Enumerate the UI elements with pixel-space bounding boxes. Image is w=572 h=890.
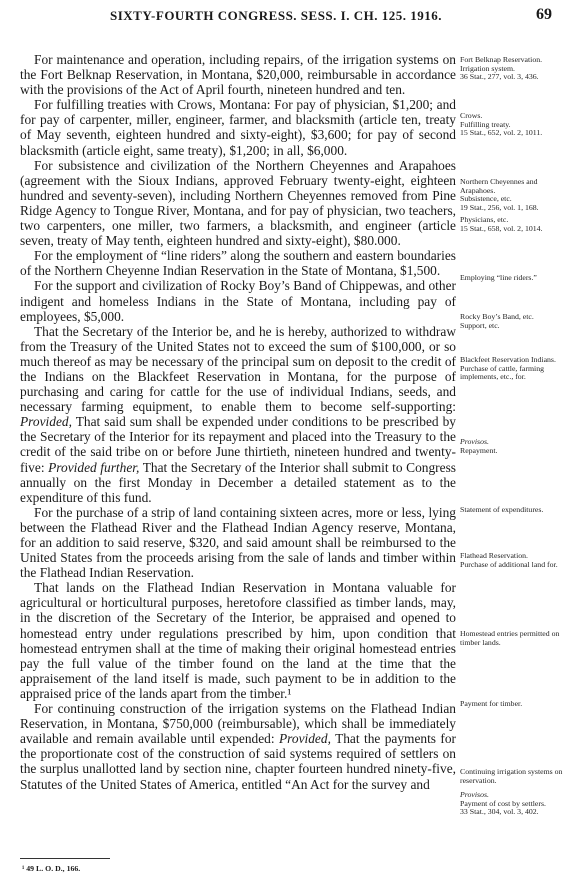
margin-note-text: Physicians, etc. [460, 215, 509, 225]
margin-note-text: 15 Stat., 652, vol. 2, 1011. [460, 128, 543, 138]
margin-note-text: Northern Cheyennes and Arapahoes. [460, 177, 538, 195]
page-number: 69 [536, 6, 552, 23]
blackfeet-text-a: That the Secretary of the Interior be, and he is hereby, authorized to withdraw from the Treasury of the United States not to exceed the sum of $100,000, or so much thereof as may be necessary of the principal sum on deposit to the credit of the Indians on the Blackfeet Reservation in Montana, for the purpose of purchasing and caring for cattle for the use of individual Indians, seeds, and necessary farming equipment, to enable them to become self-supporting: [20, 323, 456, 415]
margin-note-text: Blackfeet Reservation Indians. [460, 355, 556, 364]
margin-note-text: 36 Stat., 277, vol. 3, 436. [460, 72, 539, 82]
margin-note-homestead [460, 630, 566, 647]
page-header [0, 6, 572, 28]
margin-note-text: Employing “line riders.” [460, 273, 537, 282]
paragraph-flathead-irrigation [20, 701, 456, 792]
blackfeet-text-b: That said sum shall be expended under conditions to be prescribed by the Secretary of the Interior for its repayment and placed into the Treasury to the credit of the said tribe on or before June thirtieth, nineteen hundred and twenty-five: [20, 414, 457, 475]
margin-note-text: Crows. [460, 111, 483, 120]
margin-note-cheyennes [460, 178, 566, 234]
paragraph-fort-belknap: For maintenance and operation, including repairs, of the irrigation systems on the Fort Belknap Reservation, in Montana, $20,000, reimbursable in accordance with the provisions of the Act of April fourth, nineteen hundred and ten. [20, 52, 456, 98]
blackfeet-text-c: That the Secretary of the Interior shall submit to Congress annually on the first Monday in December a detailed statement as to the expenditure of this fund. [20, 459, 456, 505]
margin-note-text: 15 Stat., 658, vol. 2, 1014. [460, 223, 543, 233]
margin-note-text: Payment for timber. [460, 699, 523, 708]
margin-note-blackfeet [460, 356, 566, 382]
margin-note-text: Continuing irrigation systems on reservation. [460, 767, 563, 785]
margin-note-text: Subsistence, etc. [460, 194, 512, 204]
paragraph-northern-cheyennes: For subsistence and civilization of the Northern Cheyennes and Arapahoes (agreement with the Sioux Indians, approved February twenty-eight, eighteen hundred and seventy-seven), including Northern Cheyennes removed from Pine Ridge Agency to Tongue River, Montana, and for pay of physician, two teachers, two carpenters, one miller, two farmers, a blacksmith, and engineer (article seven, treaty of May tenth, eighteen hundred and sixty-eight), $80.000. [20, 157, 456, 249]
proviso-label-2: Provided, [278, 731, 331, 747]
main-text [20, 52, 456, 792]
margin-note-fort-belknap [460, 56, 566, 82]
margin-note-text: Irrigation system. [460, 63, 516, 73]
margin-note-text: Provisos. [460, 437, 489, 446]
footnote-rule [20, 858, 110, 859]
paragraph-crows: For fulfilling treaties with Crows, Montana: For pay of physician, $1,200; and for pay of carpenter, miller, engineer, farmer, and blacksmith (article ten, treaty of May seventh, eighteen hundred and sixty-eight), $3,600; for pay of second blacksmith (article eight, same treaty), $1,200; in all, $6,000. [20, 97, 456, 158]
margin-note-text: Provisos. [460, 790, 489, 800]
margin-note-text: Repayment. [460, 445, 498, 455]
paragraph-flathead-purchase: For the purchase of a strip of land containing sixteen acres, more or less, lying between the Flathead River and the Flathead Indian Agency reserve, Montana, for an addition to said reserve, $320, and said amount shall be reimbursed to the United States from the proceeds arising from the sale of lands and timber within the Flathead Indian Reservation. [20, 504, 456, 581]
irrigation-text-a: For continuing construction of the irrigation systems on the Flathead Indian Reservation, in Montana, $750,000 (reimbursable), which shall be immediately available and remain available until expended: [20, 701, 456, 747]
margin-note-text: Homestead entries permitted on timber lands. [460, 629, 560, 647]
margin-note-text: Fort Belknap Reservation. [460, 55, 543, 64]
margin-note-text: Payment of cost by settlers. [460, 798, 546, 808]
margin-note-line-riders [460, 274, 566, 283]
margin-note-statement [460, 506, 566, 515]
margin-note-irrigation [460, 768, 566, 817]
margin-note-text: Support, etc. [460, 320, 500, 330]
paragraph-blackfeet [20, 324, 456, 505]
running-title: SIXTY-FOURTH CONGRESS. SESS. I. CH. 125. 1916. [110, 8, 442, 23]
paragraph-line-riders: For the employment of “line riders” along the southern and eastern boundaries of the Northern Cheyenne Indian Reservation in the State of Montana, $1,500. [20, 248, 456, 279]
margin-note-text: 33 Stat., 304, vol. 3, 402. [460, 807, 539, 817]
proviso-label: Provided, [20, 414, 72, 430]
margin-note-payment-timber [460, 700, 566, 709]
margin-note-text: Flathead Reservation. [460, 551, 528, 560]
margin-note-text: Fulfilling treaty. [460, 119, 511, 129]
margin-note-rocky-boys [460, 313, 566, 330]
margin-note-flathead [460, 552, 566, 569]
proviso-further-label: Provided further, [48, 459, 140, 475]
margin-note-text: Statement of expenditures. [460, 505, 544, 514]
irrigation-text-b: That the payments for the proportionate cost of the construction of said systems required of settlers on the surplus unallotted land by section nine, chapter fourteen hundred ninety-five, Statutes of the United States of America, entitled “An Act for the survey and [20, 731, 457, 792]
margin-note-crows [460, 112, 566, 138]
margin-note-text: 19 Stat., 256, vol. 1, 168. [460, 202, 539, 212]
paragraph-flathead-homestead: That lands on the Flathead Indian Reservation in Montana valuable for agricultural or horticultural purposes, heretofore classified as timber lands, may, in the discretion of the Secretary of the Interior, be appraised and opened to homestead entry under regulations prescribed by him, upon condition that homestead entrymen shall at the time of making their original homestead entries pay the full value of the timber found on the land at the time that the appraisement of the land itself is made, such payment to be in addition to the appraised price of the lands apart from the timber.¹ [20, 580, 456, 701]
margin-note-text: Purchase of additional land for. [460, 559, 558, 569]
footnote: ¹ 49 L. O. D., 166. [22, 864, 81, 873]
margin-note-text: Purchase of cattle, farming implements, etc., for. [460, 363, 544, 382]
paragraph-rocky-boys-band: For the support and civilization of Rocky Boy’s Band of Chippewas, and other indigent and homeless Indians in the State of Montana, including pay of employees, $5,000. [20, 278, 456, 324]
margin-note-text: Rocky Boy’s Band, etc. [460, 312, 534, 321]
margin-note-provisos [460, 438, 566, 455]
